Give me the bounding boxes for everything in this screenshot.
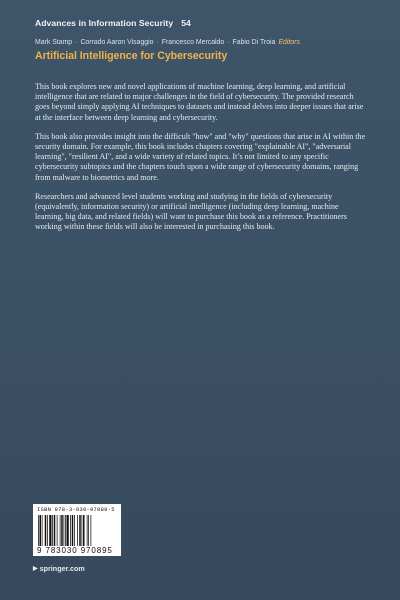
description-paragraph: Researchers and advanced level students working and studying in the fields of cybersecurity (equivalently, information security) or artificial intelligence (including deep learning, machine learning, big data, and related fields) will want to purchase this book as a reference. Practitioners working within these fields will also be interested in purchasing this book. <box>35 191 347 232</box>
barcode-bar <box>83 515 85 549</box>
publisher-url: springer.com <box>39 564 85 573</box>
barcode-bar <box>74 515 75 549</box>
barcode-bars <box>37 515 117 549</box>
barcode-bar <box>77 515 78 549</box>
editor-name: Fabio Di Troia <box>232 39 276 46</box>
series-line <box>35 18 191 28</box>
editors-role: Editors <box>278 39 300 46</box>
barcode-bar <box>49 515 51 549</box>
barcode <box>33 504 121 556</box>
barcode-bar <box>87 515 88 549</box>
barcode-bar <box>42 515 43 549</box>
barcode-bar <box>40 515 42 549</box>
barcode-bar <box>65 515 66 549</box>
series-name: Advances in Information Security <box>35 18 174 28</box>
barcode-bar <box>45 515 47 549</box>
barcode-bar <box>38 515 39 549</box>
barcode-bar <box>57 515 58 549</box>
ean-digits: 9 783030 970895 <box>37 546 113 555</box>
barcode-bar <box>64 515 65 549</box>
book-title: Artificial Intelligence for Cybersecurity <box>35 50 228 62</box>
description-paragraph: This book explores new and novel applications of machine learning, deep learning, and artificial intelligence that are related to major challenges in the field of cybersecurity. The provided research goes beyond simply applying AI techniques to datasets and instead delves into deeper issues that arise at the interface between deep learning and cybersecurity. <box>35 82 364 122</box>
barcode-bar <box>54 515 56 549</box>
barcode-bar <box>88 515 89 549</box>
editor-separator: · <box>75 39 78 46</box>
barcode-bar <box>91 515 92 549</box>
description-paragraph: This book also provides insight into the difficult "how" and "why" questions that arise in AI within the security domain. For example, this book includes chapters covering "explainable AI", "adversarial learning", "resilient AI", and a wide variety of related topics. It’s not limited to any specific cybersecurity subtopics and the chapters touch upon a wide range of cybersecurity domains, ranging from malware to biometrics and more. <box>35 131 366 182</box>
barcode-bar <box>82 515 83 549</box>
barcode-bar <box>60 515 61 549</box>
editor-name: Francesco Mercaldo <box>161 39 225 46</box>
barcode-bar <box>72 515 74 549</box>
editor-separator: · <box>156 39 159 46</box>
description <box>35 82 367 242</box>
barcode-bar <box>52 515 53 549</box>
barcode-bar <box>79 515 81 549</box>
editor-separator: · <box>227 39 230 46</box>
editor-name: Mark Stamp <box>35 39 73 46</box>
triangle-right-icon: ▶ <box>33 566 38 572</box>
barcode-bar <box>47 515 48 549</box>
barcode-bar <box>67 515 69 549</box>
editors-line <box>35 39 300 46</box>
series-number: 54 <box>181 18 191 28</box>
editor-name: Corrado Aaron Visaggio <box>80 39 154 46</box>
barcode-bar <box>61 515 63 549</box>
isbn-label: ISBN 978-3-030-97089-5 <box>37 507 115 513</box>
publisher-link[interactable] <box>33 564 85 573</box>
barcode-bar <box>70 515 71 549</box>
